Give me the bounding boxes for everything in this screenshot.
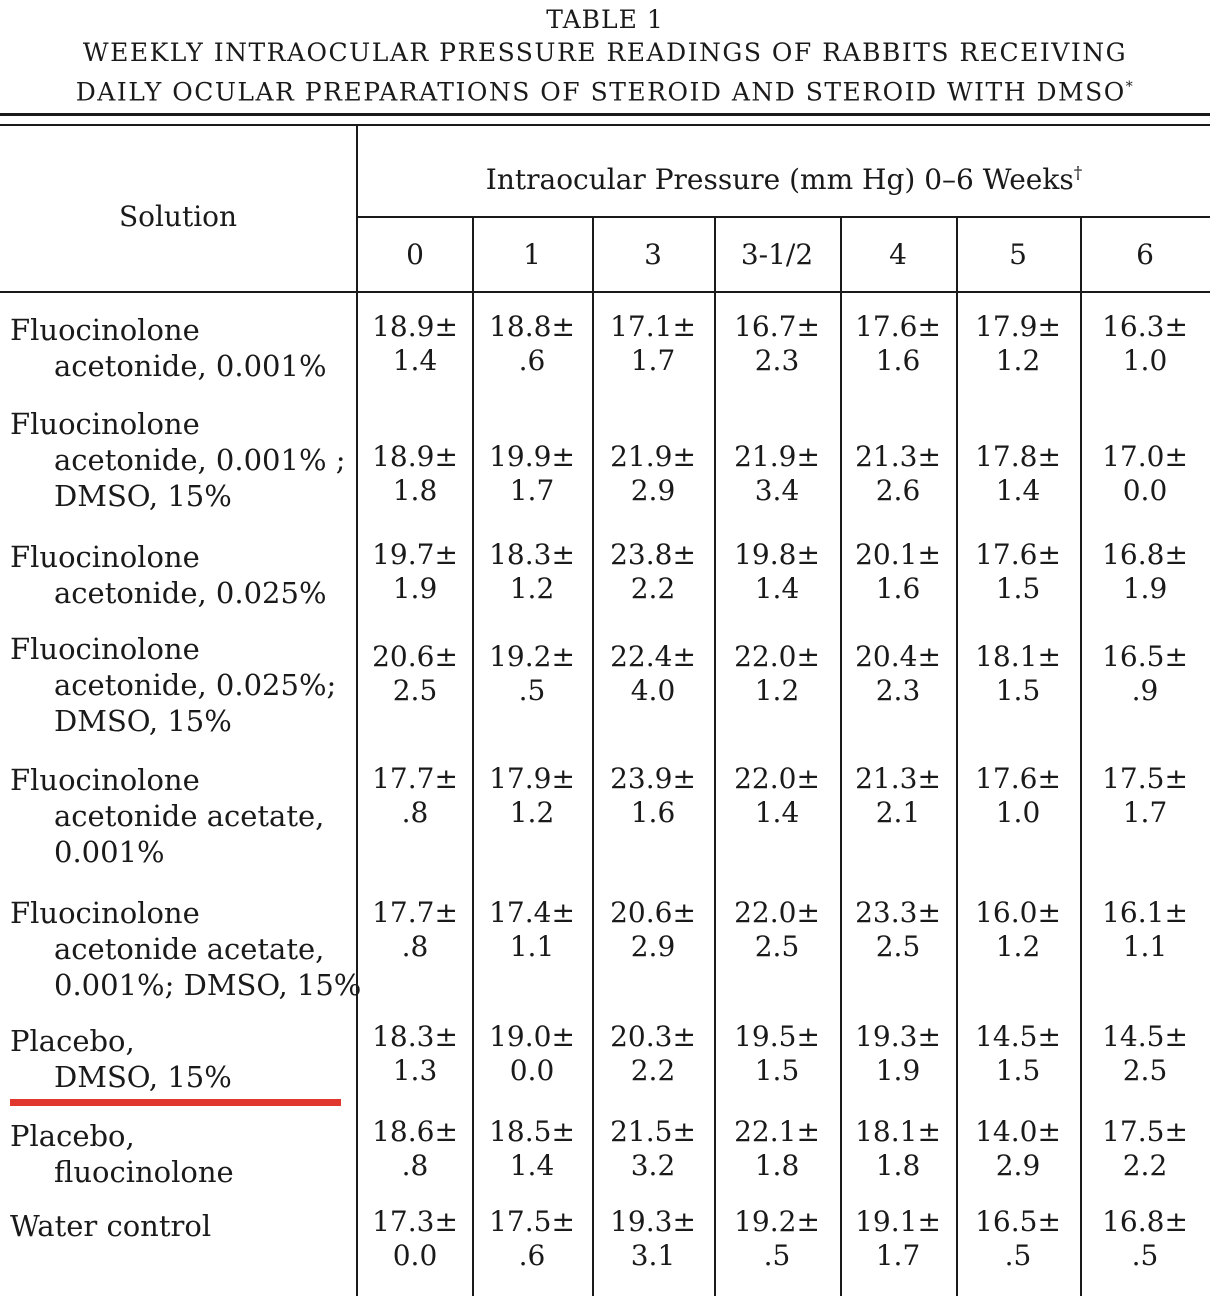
- solution-label: [10, 762, 324, 870]
- solution-label-line: Fluocinolone: [10, 763, 200, 797]
- pressure-cell: [358, 762, 472, 830]
- pressure-sd: 1.1: [1122, 930, 1168, 963]
- pressure-cell: [358, 1205, 472, 1273]
- header-week: 0: [406, 238, 424, 271]
- pressure-cell: [472, 538, 592, 606]
- pressure-mean: 16.7±: [734, 310, 820, 343]
- pressure-mean: 16.5±: [975, 1205, 1061, 1238]
- pressure-sd: .5: [518, 674, 546, 707]
- pressure-mean: 14.0±: [975, 1115, 1061, 1148]
- pressure-sd: .8: [401, 930, 429, 963]
- pressure-sd: 1.4: [392, 344, 438, 377]
- pressure-cell: [956, 538, 1080, 606]
- title-line-2-text: DAILY OCULAR PREPARATIONS OF STEROID AND STEROID WITH DMSO: [75, 77, 1126, 107]
- pressure-sd: 1.7: [630, 344, 676, 377]
- pressure-mean: 17.9±: [489, 762, 575, 795]
- title-footnote-mark: *: [1125, 79, 1135, 95]
- pressure-mean: 14.5±: [1102, 1020, 1188, 1053]
- pressure-sd: .5: [1004, 1239, 1032, 1272]
- pressure-cell: [956, 1205, 1080, 1273]
- pressure-mean: 18.3±: [489, 538, 575, 571]
- pressure-mean: 21.5±: [610, 1115, 696, 1148]
- pressure-cell: [840, 1205, 956, 1273]
- pressure-cell: [840, 896, 956, 964]
- pressure-sd: 0.0: [1122, 474, 1168, 507]
- pressure-mean: 17.9±: [975, 310, 1061, 343]
- pressure-mean: 19.8±: [734, 538, 820, 571]
- pressure-mean: 19.7±: [372, 538, 458, 571]
- pressure-sd: 0.0: [509, 1054, 555, 1087]
- pressure-mean: 17.6±: [975, 762, 1061, 795]
- pressure-sd: 1.6: [630, 796, 676, 829]
- pressure-sd: 1.2: [754, 674, 800, 707]
- pressure-sd: 3.1: [630, 1239, 676, 1272]
- pressure-cell: [840, 1115, 956, 1183]
- pressure-sd: 1.0: [995, 796, 1041, 829]
- solution-label-line: Placebo,: [10, 1119, 135, 1153]
- pressure-sd: 1.4: [995, 474, 1041, 507]
- pressure-mean: 16.8±: [1102, 538, 1188, 571]
- pressure-cell: [358, 1115, 472, 1183]
- solution-label: [10, 895, 361, 1003]
- solution-label-line: 0.001%: [54, 835, 165, 869]
- solution-label-line: Fluocinolone: [10, 540, 200, 574]
- header-week: 5: [1009, 238, 1027, 271]
- pressure-cell: [358, 440, 472, 508]
- pressure-cell: [956, 640, 1080, 708]
- pressure-sd: .9: [1131, 674, 1159, 707]
- pressure-mean: 19.5±: [734, 1020, 820, 1053]
- pressure-cell: [358, 896, 472, 964]
- solution-label-line: DMSO, 15%: [54, 1060, 232, 1094]
- pressure-mean: 18.5±: [489, 1115, 575, 1148]
- pressure-sd: 3.4: [754, 474, 800, 507]
- pressure-cell: [358, 538, 472, 606]
- pressure-sd: 1.4: [754, 796, 800, 829]
- pressure-mean: 21.3±: [855, 440, 941, 473]
- pressure-cell: [714, 640, 840, 708]
- pressure-sd: 1.7: [1122, 796, 1168, 829]
- pressure-cell: [592, 538, 714, 606]
- solution-label-line: acetonide, 0.001%: [54, 349, 327, 383]
- pressure-sd: .6: [518, 344, 546, 377]
- pressure-sd: 1.7: [509, 474, 555, 507]
- pressure-cell: [714, 1020, 840, 1088]
- header-week: 3: [644, 238, 662, 271]
- pressure-mean: 14.5±: [975, 1020, 1061, 1053]
- pressure-sd: 1.2: [995, 344, 1041, 377]
- pressure-cell: [714, 762, 840, 830]
- pressure-cell: [1080, 762, 1210, 830]
- pressure-mean: 20.4±: [855, 640, 941, 673]
- table-title: [0, 4, 1210, 109]
- pressure-cell: [714, 1115, 840, 1183]
- pressure-sd: 1.7: [875, 1239, 921, 1272]
- pressure-cell: [1080, 1115, 1210, 1183]
- pressure-mean: 17.4±: [489, 896, 575, 929]
- title-line-1: WEEKLY INTRAOCULAR PRESSURE READINGS OF RABBITS RECEIVING: [82, 38, 1128, 67]
- pressure-cell: [1080, 896, 1210, 964]
- pressure-cell: [472, 310, 592, 378]
- pressure-mean: 18.1±: [855, 1115, 941, 1148]
- pressure-mean: 18.3±: [372, 1020, 458, 1053]
- pressure-mean: 23.8±: [610, 538, 696, 571]
- pressure-sd: 2.5: [1122, 1054, 1168, 1087]
- pressure-cell: [592, 440, 714, 508]
- pressure-cell: [592, 1020, 714, 1088]
- pressure-mean: 16.8±: [1102, 1205, 1188, 1238]
- group-header-rule: [358, 216, 1210, 218]
- pressure-mean: 22.0±: [734, 640, 820, 673]
- pressure-mean: 17.3±: [372, 1205, 458, 1238]
- header-week: 1: [523, 238, 541, 271]
- header-week: 6: [1136, 238, 1154, 271]
- pressure-mean: 19.3±: [610, 1205, 696, 1238]
- table-number: TABLE 1: [546, 5, 664, 34]
- pressure-cell: [472, 896, 592, 964]
- pressure-sd: 1.5: [995, 674, 1041, 707]
- pressure-mean: 17.6±: [855, 310, 941, 343]
- pressure-mean: 17.7±: [372, 762, 458, 795]
- pressure-sd: 1.9: [1122, 572, 1168, 605]
- pressure-sd: 4.0: [630, 674, 676, 707]
- pressure-cell: [592, 1205, 714, 1273]
- pressure-sd: 1.4: [509, 1149, 555, 1182]
- pressure-mean: 19.3±: [855, 1020, 941, 1053]
- pressure-cell: [840, 440, 956, 508]
- pressure-mean: 17.5±: [1102, 762, 1188, 795]
- pressure-sd: 1.2: [995, 930, 1041, 963]
- pressure-cell: [592, 1115, 714, 1183]
- pressure-sd: 2.2: [630, 1054, 676, 1087]
- pressure-sd: 2.6: [875, 474, 921, 507]
- solution-label-line: acetonide, 0.025%;: [54, 668, 337, 702]
- pressure-mean: 21.9±: [610, 440, 696, 473]
- pressure-mean: 18.1±: [975, 640, 1061, 673]
- pressure-mean: 22.1±: [734, 1115, 820, 1148]
- pressure-sd: .8: [401, 1149, 429, 1182]
- pressure-mean: 20.1±: [855, 538, 941, 571]
- pressure-sd: 1.5: [995, 1054, 1041, 1087]
- pressure-cell: [1080, 1020, 1210, 1088]
- solution-label: [10, 1023, 232, 1095]
- pressure-sd: 1.6: [875, 344, 921, 377]
- pressure-mean: 17.5±: [489, 1205, 575, 1238]
- solution-label-line: acetonide, 0.001% ;: [54, 443, 346, 477]
- pressure-mean: 16.0±: [975, 896, 1061, 929]
- pressure-cell: [714, 310, 840, 378]
- pressure-sd: 2.5: [754, 930, 800, 963]
- pressure-sd: 1.0: [1122, 344, 1168, 377]
- pressure-cell: [956, 762, 1080, 830]
- solution-label: [10, 631, 336, 739]
- pressure-sd: 1.8: [754, 1149, 800, 1182]
- pressure-cell: [472, 640, 592, 708]
- solution-label: [10, 1118, 234, 1190]
- header-solution: Solution: [118, 200, 238, 233]
- pressure-sd: 1.5: [754, 1054, 800, 1087]
- pressure-sd: 1.9: [392, 572, 438, 605]
- pressure-cell: [358, 310, 472, 378]
- pressure-cell: [358, 640, 472, 708]
- pressure-mean: 16.3±: [1102, 310, 1188, 343]
- pressure-mean: 20.3±: [610, 1020, 696, 1053]
- pressure-mean: 23.3±: [855, 896, 941, 929]
- pressure-cell: [472, 440, 592, 508]
- pressure-sd: 2.3: [754, 344, 800, 377]
- pressure-mean: 16.5±: [1102, 640, 1188, 673]
- pressure-mean: 18.9±: [372, 440, 458, 473]
- pressure-mean: 17.1±: [610, 310, 696, 343]
- pressure-cell: [714, 538, 840, 606]
- pressure-cell: [1080, 538, 1210, 606]
- pressure-mean: 21.9±: [734, 440, 820, 473]
- pressure-cell: [1080, 1205, 1210, 1273]
- solution-label-line: 0.001%; DMSO, 15%: [54, 968, 362, 1002]
- pressure-sd: 3.2: [630, 1149, 676, 1182]
- pressure-mean: 18.8±: [489, 310, 575, 343]
- solution-label-line: DMSO, 15%: [54, 479, 232, 513]
- pressure-cell: [956, 440, 1080, 508]
- pressure-sd: .5: [763, 1239, 791, 1272]
- solution-label-line: Fluocinolone: [10, 407, 200, 441]
- pressure-mean: 22.4±: [610, 640, 696, 673]
- pressure-sd: 2.9: [630, 930, 676, 963]
- pressure-cell: [956, 1115, 1080, 1183]
- pressure-mean: 17.0±: [1102, 440, 1188, 473]
- header-bottom-rule: [0, 291, 1210, 293]
- pressure-mean: 20.6±: [372, 640, 458, 673]
- solution-label-line: acetonide acetate,: [54, 932, 325, 966]
- pressure-sd: 1.2: [509, 796, 555, 829]
- pressure-sd: 2.1: [875, 796, 921, 829]
- pressure-mean: 19.2±: [734, 1205, 820, 1238]
- pressure-cell: [358, 1020, 472, 1088]
- pressure-sd: 2.2: [1122, 1149, 1168, 1182]
- pressure-cell: [592, 310, 714, 378]
- pressure-cell: [592, 640, 714, 708]
- pressure-mean: 17.6±: [975, 538, 1061, 571]
- header-footnote-mark: †: [1073, 163, 1083, 184]
- pressure-mean: 18.9±: [372, 310, 458, 343]
- pressure-cell: [1080, 640, 1210, 708]
- top-rule-thick: [0, 113, 1210, 116]
- solution-label-line: acetonide, 0.025%: [54, 576, 327, 610]
- pressure-cell: [840, 538, 956, 606]
- pressure-sd: 2.5: [875, 930, 921, 963]
- header-week: 4: [889, 238, 907, 271]
- pressure-mean: 19.9±: [489, 440, 575, 473]
- header-week: 3-1/2: [740, 238, 814, 271]
- pressure-cell: [956, 1020, 1080, 1088]
- solution-label-line: Fluocinolone: [10, 313, 200, 347]
- pressure-cell: [1080, 440, 1210, 508]
- pressure-sd: 0.0: [392, 1239, 438, 1272]
- pressure-cell: [592, 896, 714, 964]
- header-intraocular-pressure: [358, 163, 1210, 196]
- pressure-mean: 20.6±: [610, 896, 696, 929]
- pressure-mean: 19.1±: [855, 1205, 941, 1238]
- pressure-sd: .5: [1131, 1239, 1159, 1272]
- pressure-sd: 1.8: [875, 1149, 921, 1182]
- pressure-sd: 1.2: [509, 572, 555, 605]
- pressure-cell: [472, 762, 592, 830]
- pressure-cell: [840, 310, 956, 378]
- pressure-cell: [1080, 310, 1210, 378]
- pressure-cell: [956, 896, 1080, 964]
- pressure-sd: 1.6: [875, 572, 921, 605]
- pressure-cell: [840, 640, 956, 708]
- solution-label: [10, 1208, 211, 1244]
- pressure-sd: 1.8: [392, 474, 438, 507]
- pressure-mean: 23.9±: [610, 762, 696, 795]
- pressure-sd: 1.9: [875, 1054, 921, 1087]
- pressure-sd: 2.9: [630, 474, 676, 507]
- solution-label-line: DMSO, 15%: [54, 704, 232, 738]
- solution-label: [10, 539, 327, 611]
- pressure-mean: 17.5±: [1102, 1115, 1188, 1148]
- pressure-sd: 1.4: [754, 572, 800, 605]
- top-rule-thin: [0, 124, 1210, 126]
- solution-label-line: fluocinolone: [54, 1155, 234, 1189]
- pressure-cell: [472, 1115, 592, 1183]
- pressure-sd: 1.1: [509, 930, 555, 963]
- pressure-mean: 16.1±: [1102, 896, 1188, 929]
- solution-label-line: acetonide acetate,: [54, 799, 325, 833]
- solution-label: [10, 312, 327, 384]
- pressure-sd: 2.9: [995, 1149, 1041, 1182]
- title-line-2: [0, 70, 1210, 109]
- solution-label-line: Fluocinolone: [10, 896, 200, 930]
- pressure-mean: 21.3±: [855, 762, 941, 795]
- solution-label-line: Placebo,: [10, 1024, 135, 1058]
- header-group-text: Intraocular Pressure (mm Hg) 0–6 Weeks: [485, 163, 1074, 196]
- pressure-cell: [956, 310, 1080, 378]
- pressure-mean: 19.2±: [489, 640, 575, 673]
- pressure-sd: 1.3: [392, 1054, 438, 1087]
- pressure-sd: .6: [518, 1239, 546, 1272]
- pressure-mean: 18.6±: [372, 1115, 458, 1148]
- pressure-mean: 19.0±: [489, 1020, 575, 1053]
- solution-label: [10, 406, 346, 514]
- solution-label-line: Fluocinolone: [10, 632, 200, 666]
- pressure-cell: [840, 762, 956, 830]
- solution-label-line: Water control: [10, 1209, 212, 1243]
- pressure-mean: 22.0±: [734, 762, 820, 795]
- highlight-underline: [10, 1099, 341, 1106]
- pressure-sd: 2.2: [630, 572, 676, 605]
- pressure-cell: [840, 1020, 956, 1088]
- pressure-cell: [714, 896, 840, 964]
- pressure-sd: .8: [401, 796, 429, 829]
- pressure-mean: 17.8±: [975, 440, 1061, 473]
- pressure-mean: 17.7±: [372, 896, 458, 929]
- pressure-sd: 2.3: [875, 674, 921, 707]
- pressure-cell: [472, 1205, 592, 1273]
- pressure-sd: 1.5: [995, 572, 1041, 605]
- pressure-cell: [714, 440, 840, 508]
- pressure-mean: 22.0±: [734, 896, 820, 929]
- pressure-cell: [472, 1020, 592, 1088]
- pressure-sd: 2.5: [392, 674, 438, 707]
- pressure-cell: [714, 1205, 840, 1273]
- pressure-cell: [592, 762, 714, 830]
